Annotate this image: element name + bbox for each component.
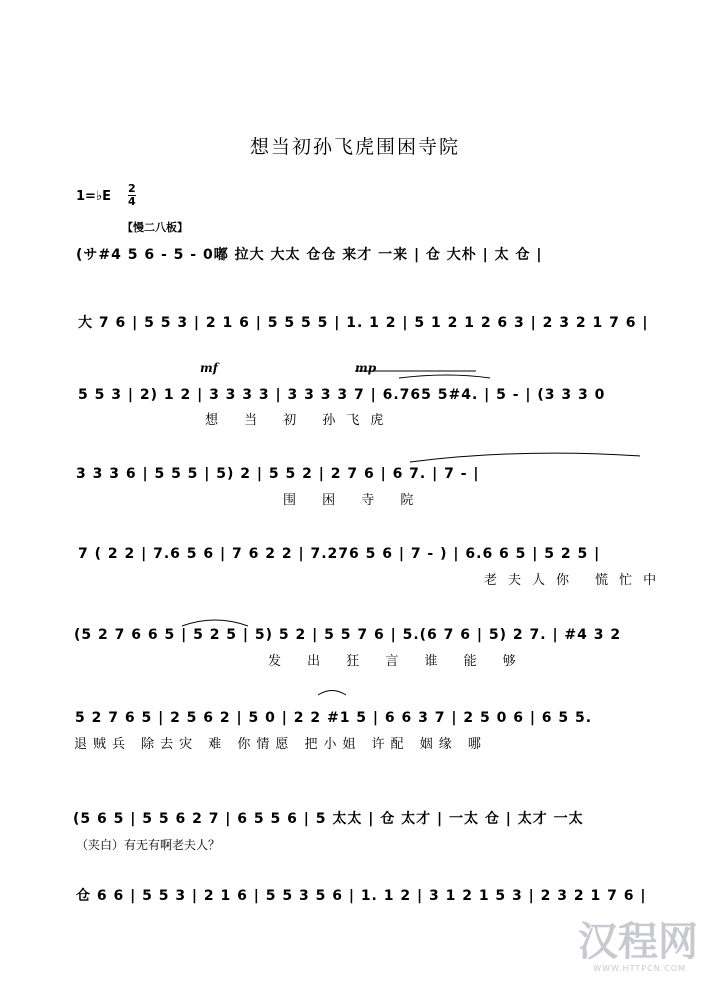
- slur-row-6a: [182, 620, 248, 626]
- lyrics-row-6: 发 出 狂 言 谁 能 够: [268, 654, 527, 669]
- notation-row-9: 仓 6 6 | 5 5 3 | 2 1 6 | 5 5 3 5 6 | 1. 1 2 | 3 1 2 1 5 3 | 2 3 2 1 7 6 |: [76, 888, 647, 904]
- score-title: 想当初孙飞虎围困寺院: [249, 136, 460, 158]
- meter-top: 2: [128, 182, 136, 195]
- lyrics-row-7: 退贼兵 除去灾 难 你情愿 把小姐 许配 姻缘 哪: [74, 737, 487, 752]
- notation-row-1: (サ#4 5 6 - 5 - 0嘟 拉大 大太 仓仓 来才 一来 | 仓 大朴 | 太 仓 |: [76, 247, 543, 263]
- notation-row-2: 大 7 6 | 5 5 3 | 2 1 6 | 5 5 5 5 | 1. 1 2 | 5 1 2 1 2 6 3 | 2 3 2 1 7 6 |: [78, 315, 649, 331]
- lyrics-row-5: 老夫人你 慌忙中: [484, 573, 668, 588]
- lyrics-row-4: 围 困 寺 院: [283, 493, 425, 508]
- key-signature: 1=♭E: [76, 189, 111, 204]
- notation-row-4: 3 3 3 6 | 5 5 5 | 5) 2 | 5 5 2 | 2 7 6 | 6 7. | 7 - |: [76, 466, 480, 482]
- dynamic-mf: mf: [200, 361, 218, 375]
- meter-bottom: 4: [128, 195, 136, 208]
- spoken-line: （夹白）有无有啊老夫人？: [76, 838, 221, 852]
- notation-row-5: 7 ( 2 2 | 7.6 5 6 | 7 6 2 2 | 7.276 5 6 | 7 - ) | 6.6 6 5 | 5 2 5 |: [78, 546, 601, 562]
- notation-row-8: (5 6 5 | 5 5 6 2 7 | 6 5 5 6 | 5 太太 | 仓 太才 | 一太 仓 | 太才 一太: [73, 811, 584, 827]
- notation-row-6: (5 2 7 6 6 5 | 5 2 5 | 5) 5 2 | 5 5 7 6 | 5.(6 7 6 | 5) 2 7. | #4 3 2: [74, 627, 622, 643]
- dynamic-mp: mp: [355, 361, 377, 375]
- watermark-url: WWW.HTTPCN.COM: [593, 964, 686, 973]
- notation-row-7: 5 2 7 6 5 | 2 5 6 2 | 5 0 | 2 2 #1 5 | 6 6 3 7 | 2 5 0 6 | 6 5 5.: [75, 710, 593, 726]
- watermark-logo: 汉程网: [578, 918, 698, 965]
- lyrics-row-3: 想 当 初 孙飞虎: [205, 413, 395, 428]
- tempo-marking: 【慢二八板】: [122, 221, 188, 234]
- slur-row-7: [318, 691, 346, 696]
- notation-row-3: 5 5 3 | 2) 1 2 | 3 3 3 3 | 3 3 3 3 7 | 6.765 5#4. | 5 - | (3 3 3 0: [78, 387, 606, 403]
- slur-row-4: [410, 453, 640, 462]
- slur-row-3: [399, 375, 490, 378]
